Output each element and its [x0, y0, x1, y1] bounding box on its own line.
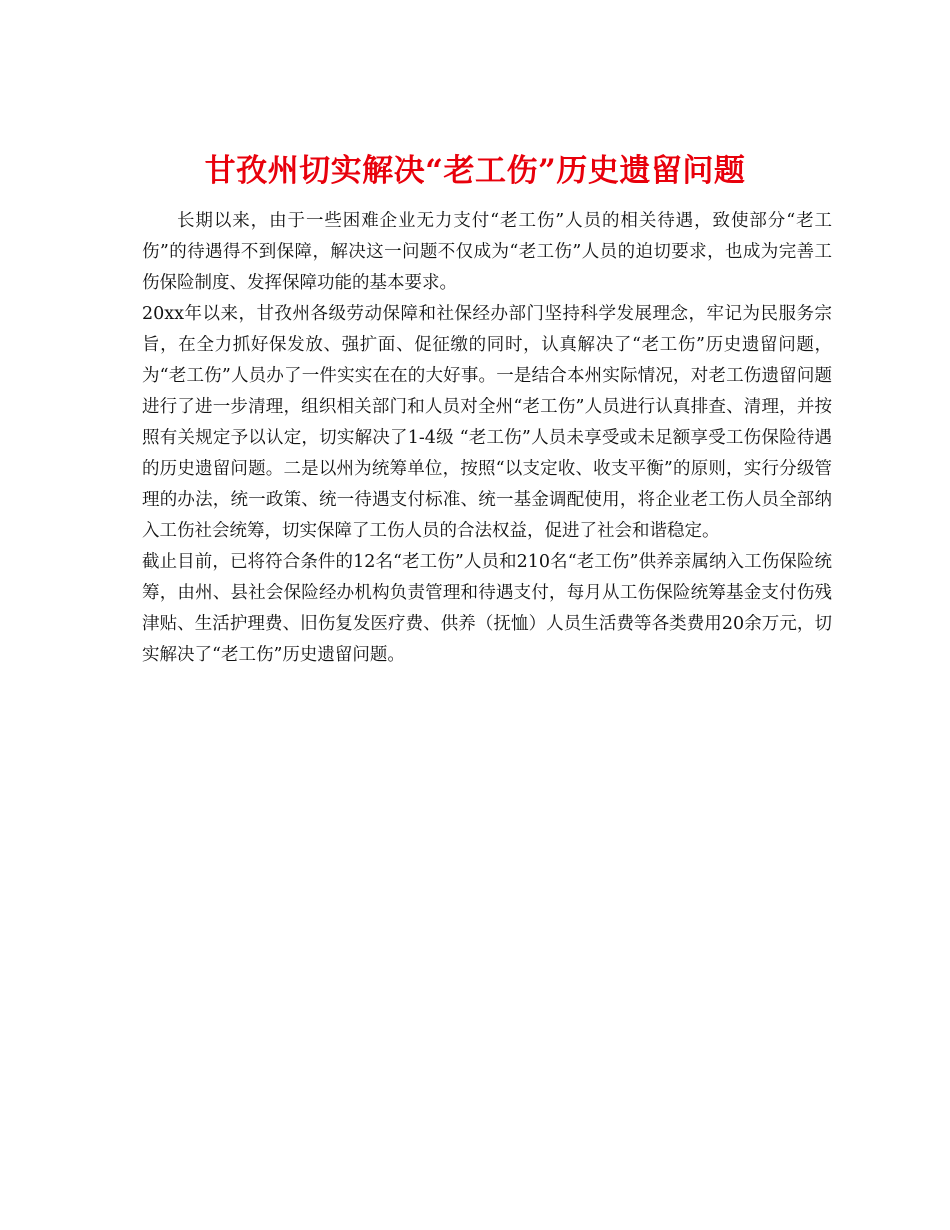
document-body [142, 206, 832, 671]
paragraph-intro: 长期以来，由于一些困难企业无力支付“老工伤”人员的相关待遇，致使部分“老工伤”的待遇得不到保障，解决这一问题不仅成为“老工伤”人员的迫切要求，也成为完善工伤保险制度、发挥保障功能的基本要求。 [142, 211, 832, 293]
paragraph-results: 截止目前，已将符合条件的12名“老工伤”人员和210名“老工伤”供养亲属纳入工伤保险统筹，由州、县社会保险经办机构负责管理和待遇支付，每月从工伤保险统筹基金支付伤残津贴、生活护理费、旧伤复发医疗费、供养（抚恤）人员生活费等各类费用20余万元，切实解决了“老工伤”历史遗留问题。 [142, 552, 832, 665]
document-title: 甘孜州切实解决“老工伤”历史遗留问题 [204, 152, 746, 189]
paragraph-measures: 20xx年以来，甘孜州各级劳动保障和社保经办部门坚持科学发展理念，牢记为民服务宗旨，在全力抓好保发放、强扩面、促征缴的同时，认真解决了“老工伤”历史遗留问题，为“老工伤”人员办了一件实实在在的大好事。一是结合本州实际情况，对老工伤遗留问题进行了进一步清理，组织相关部门和人员对全州“老工伤”人员进行认真排查、清理，并按照有关规定予以认定，切实解决了1-4级 “老工伤”人员未享受或未足额享受工伤保险待遇的历史遗留问题。二是以州为统筹单位，按照“以支定收、收支平衡”的原则，实行分级管理的办法，统一政策、统一待遇支付标准、统一基金调配使用，将企业老工伤人员全部纳入工伤社会统筹，切实保障了工伤人员的合法权益，促进了社会和谐稳定。 [142, 304, 832, 541]
